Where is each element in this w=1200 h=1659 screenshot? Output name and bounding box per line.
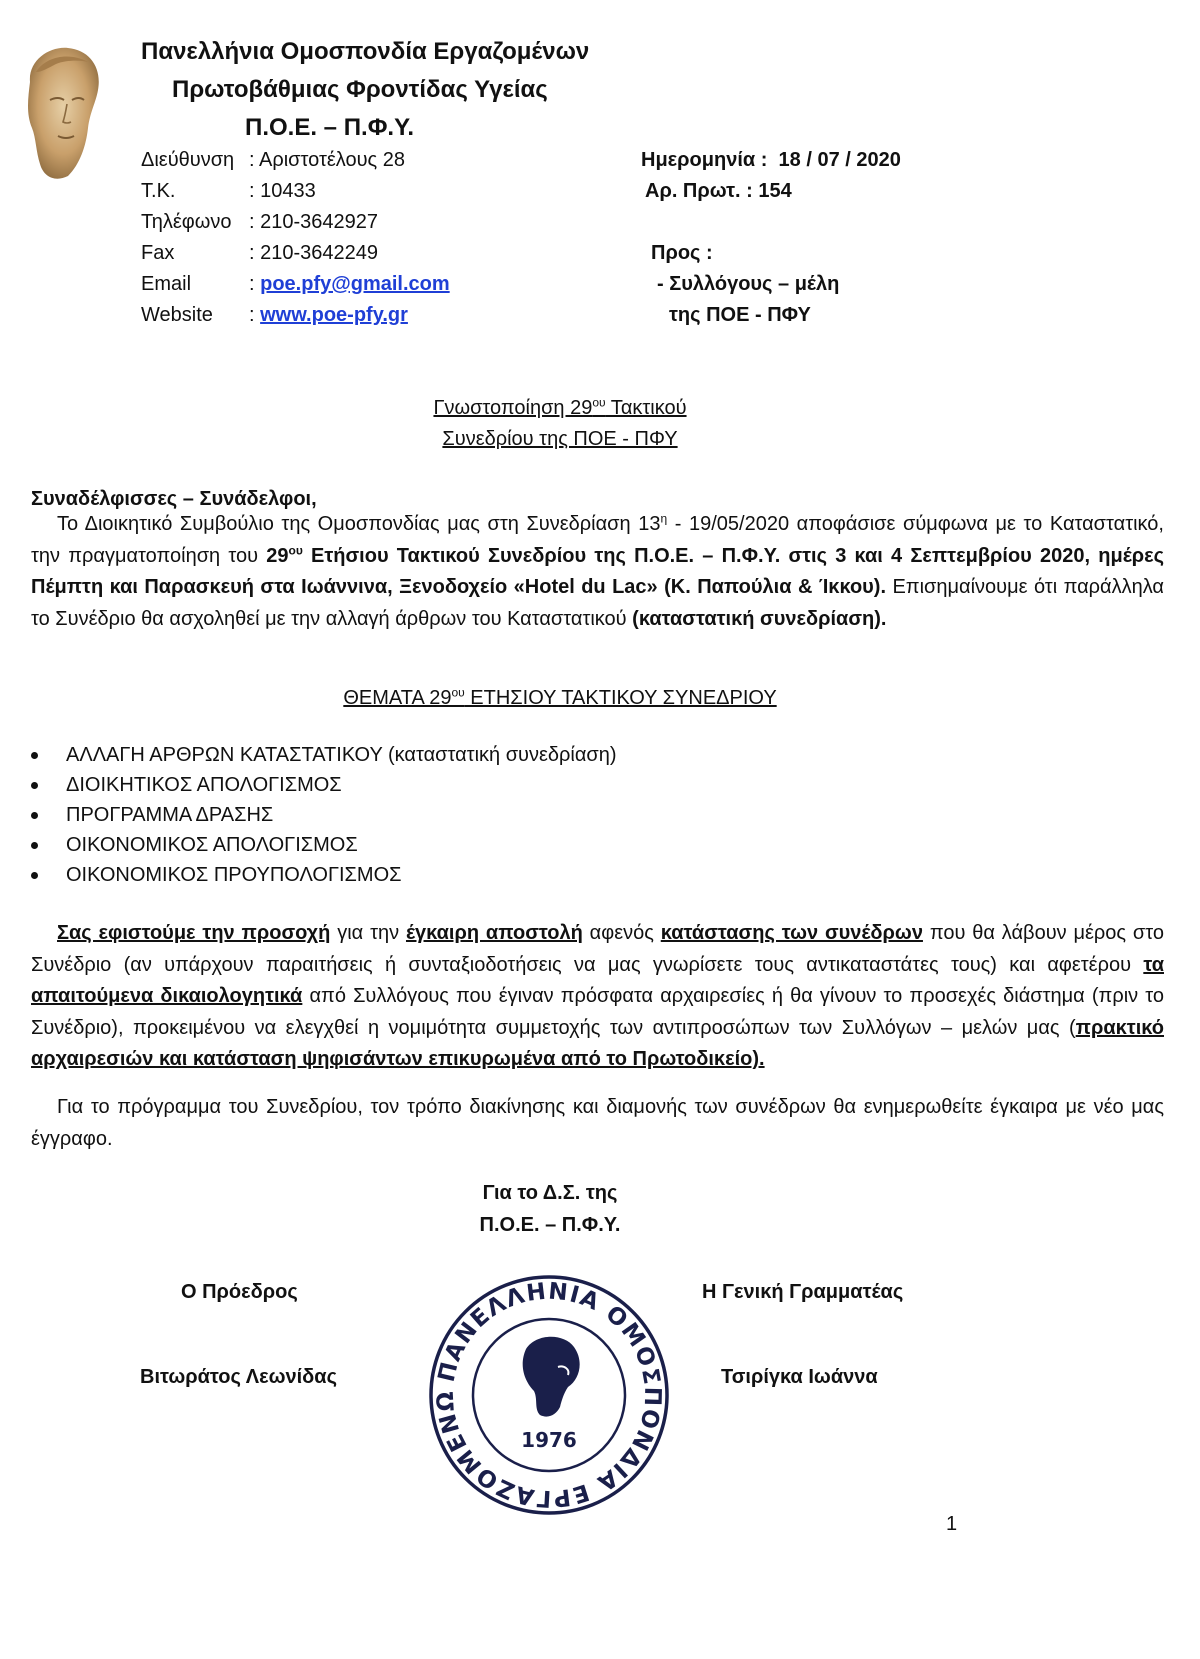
topic-text: ΟΙΚΟΝΟΜΙΚΟΣ ΑΠΟΛΟΓΙΣΜΟΣ <box>66 834 358 856</box>
subject-line2: Συνεδρίου της ΠΟΕ - ΠΦΥ <box>442 428 678 450</box>
p3-text: Για το πρόγραμμα του Συνεδρίου, τον τρόπο διακίνησης και διαμονής των συνέδρων θα ενημερωθείτε έγκαιρα με νέο μας έγγραφο. <box>31 1096 1164 1150</box>
bullet-icon <box>31 842 38 849</box>
bullet-icon <box>31 782 38 789</box>
p2-text-a: για την <box>330 922 406 944</box>
p2-emph-5: πρακτικό αρχαιρεσιών και κατάσταση ψηφισάντων επικυρωμένα από το Πρωτοδικείο). <box>31 1016 1164 1070</box>
contact-fax-label: Fax <box>141 242 175 264</box>
email-link[interactable]: poe.pfy@gmail.com <box>260 273 450 295</box>
stamp-ring-text: ΠΑΝΕΛΛΗΝΙΑ ΟΜΟΣΠΟΝΔΙΑ ΕΡΓΑΖΟΜΕΝΩ <box>432 1278 666 1512</box>
contact-website-row <box>249 305 408 325</box>
topics-title-sup: ου <box>451 685 465 700</box>
protocol-value: 154 <box>758 180 792 202</box>
topics-title-suffix: ΕΤΗΣΙΟΥ ΤΑΚΤΙΚΟΥ ΣΥΝΕΔΡΙΟΥ <box>464 687 777 709</box>
contact-address-value: : Αριστοτέλους 28 <box>249 149 405 171</box>
p2-emph-1: Σας εφιστούμε την προσοχή <box>57 922 331 944</box>
org-name-line1: Πανελλήνια Ομοσπονδία Εργαζομένων <box>141 38 590 65</box>
paragraph-attention <box>31 918 1164 1076</box>
p2-text-b: αφενός <box>582 922 661 944</box>
contact-website-label: Website <box>141 304 213 326</box>
secretary-title: Η Γενική Γραμματέας <box>702 1281 904 1303</box>
p1-bold-1: 29 <box>266 544 289 567</box>
president-name: Βιτωράτος Λεωνίδας <box>140 1366 337 1388</box>
logo-statue-head <box>10 42 110 182</box>
subject-prefix: Γνωστοποίηση 29 <box>433 397 593 419</box>
org-name-line3: Π.Ο.Ε. – Π.Φ.Υ. <box>245 114 415 141</box>
secretary-name: Τσιρίγκα Ιωάννα <box>721 1366 878 1388</box>
p2-emph-4: τα απαιτούμενα δικαιολογητικά <box>31 953 1164 1007</box>
subject-sup: ου <box>592 395 606 410</box>
topic-text: ΠΡΟΓΡΑΜΜΑ ΔΡΑΣΗΣ <box>66 804 274 826</box>
president-title: Ο Πρόεδρος <box>181 1281 298 1303</box>
sign-for-line1: Για το Δ.Σ. της <box>482 1182 618 1204</box>
subject-suffix: Τακτικού <box>605 397 687 419</box>
recipient-label: Προς : <box>651 242 713 264</box>
recipient-line1: - Συλλόγους – μέλη <box>657 273 840 295</box>
date-value: 18 / 07 / 2020 <box>778 149 901 171</box>
topics-title-prefix: ΘΕΜΑΤΑ 29 <box>343 687 452 709</box>
p1-text-a: Το Διοικητικό Συμβούλιο της Ομοσπονδίας μας στη Συνεδρίαση 13 <box>57 513 661 535</box>
topic-text: ΔΙΟΙΚΗΤΙΚΟΣ ΑΠΟΛΟΓΙΣΜΟΣ <box>66 774 342 796</box>
paragraph-announcement <box>31 509 1164 635</box>
bullet-icon <box>31 752 38 759</box>
topic-text: ΟΙΚΟΝΟΜΙΚΟΣ ΠΡΟΥΠΟΛΟΓΙΣΜΟΣ <box>66 864 402 886</box>
page-number: 1 <box>946 1513 958 1535</box>
p1-text-c: Επισημαίνουμε ότι παράλληλα το Συνέδριο θα ασχοληθεί με την αλλαγή άρθρων του Καταστατικού <box>31 576 1164 630</box>
topic-text: ΑΛΛΑΓΗ ΑΡΘΡΩΝ ΚΑΤΑΣΤΑΤΙΚΟΥ (καταστατική συνεδρίαση) <box>66 744 617 766</box>
date-label: Ημερομηνία : <box>641 149 768 171</box>
protocol-label: Αρ. Πρωτ. : <box>645 180 753 202</box>
p1-bold-2: Ετήσιου Τακτικού Συνεδρίου της Π.Ο.Ε. – Π.Φ.Υ. στις 3 και 4 Σεπτεμβρίου 2020, ημέρες Πέμπτη και Παρασκευή στα Ιωάννινα, Ξενοδοχείο «Hotel du Lac» (Κ. Παπούλια & Ίκκου). <box>31 544 1165 598</box>
p2-text-d: από Συλλόγους που έγιναν πρόσφατα αρχαιρεσίες ή θα γίνουν το προσεχές διάστημα (πριν το Συνέδριο), προκειμένου να ελεγχθεί η νομιμότητα συμμετοχής των αντιπροσώπων των Συλλόγων – μελών μας ( <box>31 985 1164 1039</box>
contact-postcode-label: Τ.Κ. <box>141 180 176 202</box>
organization-stamp <box>408 1275 690 1517</box>
paragraph-program <box>31 1092 1164 1155</box>
greeting: Συναδέλφισσες – Συνάδελφοι, <box>31 488 317 510</box>
p2-emph-3: κατάστασης των συνέδρων <box>660 922 923 944</box>
stamp-year: 1976 <box>521 1428 577 1452</box>
bullet-icon <box>31 812 38 819</box>
website-link[interactable]: www.poe-pfy.gr <box>260 304 408 326</box>
p1-text-b: - 19/05/2020 αποφάσισε σύμφωνα με το Καταστατικό, την πραγματοποίηση του <box>31 513 1164 567</box>
contact-postcode-value: : 10433 <box>249 180 316 202</box>
bullet-icon <box>31 872 38 879</box>
sign-for-line2: Π.Ο.Ε. – Π.Φ.Υ. <box>479 1214 621 1236</box>
p2-emph-2: έγκαιρη αποστολή <box>405 922 583 944</box>
contact-email-sep: : <box>249 273 261 295</box>
contact-address-label: Διεύθυνση <box>141 149 235 171</box>
contact-fax-value: : 210-3642249 <box>249 242 379 264</box>
contact-phone-label: Τηλέφωνο <box>141 211 232 233</box>
contact-website-sep: : <box>249 304 261 326</box>
contact-email-row <box>249 274 450 294</box>
contact-email-label: Email <box>141 273 192 295</box>
protocol-row <box>645 181 792 201</box>
subject-line1 <box>0 395 1120 419</box>
topics-title <box>0 685 1120 709</box>
recipient-line2: της ΠΟΕ - ΠΦΥ <box>669 304 811 326</box>
contact-phone-value: : 210-3642927 <box>249 211 379 233</box>
date-row <box>641 150 901 170</box>
p2-text-c: που θα λάβουν μέρος στο Συνέδριο (αν υπάρχουν παραιτήσεις ή συνταξιοδοτήσεις να μας γνωρίσετε τους αντικαταστάτες τους) και αφετέρου <box>31 922 1165 976</box>
p1-sup-2: ου <box>288 542 303 557</box>
org-name-line2: Πρωτοβάθμιας Φροντίδας Υγείας <box>172 76 548 103</box>
p1-sup-1: η <box>660 511 668 526</box>
p1-bold-3: (καταστατική συνεδρίαση). <box>632 607 887 630</box>
